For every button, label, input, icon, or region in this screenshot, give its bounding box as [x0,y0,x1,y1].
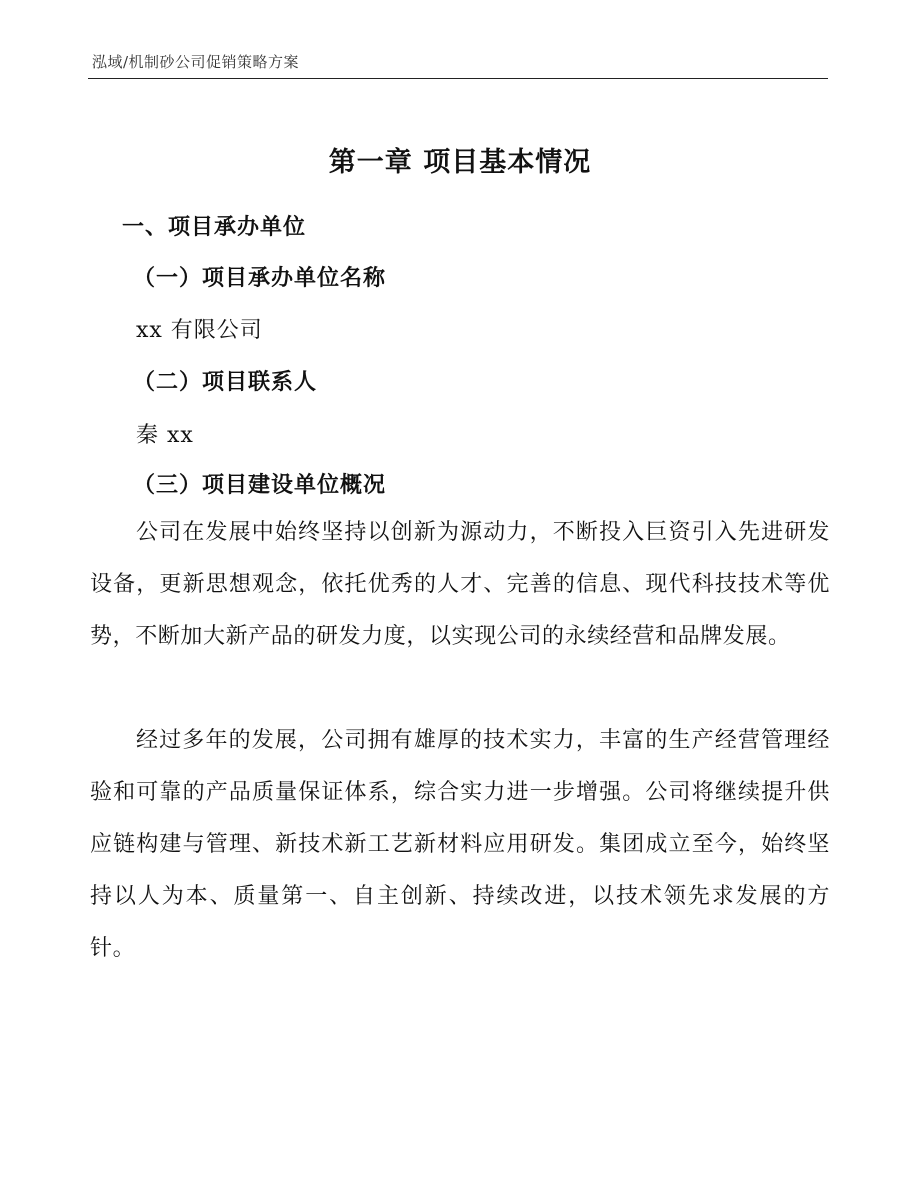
overview-paragraph-2: 经过多年的发展，公司拥有雄厚的技术实力，丰富的生产经营管理经验和可靠的产品质量保证体系，综合实力进一步增强。公司将继续提升供应链构建与管理、新技术新工艺新材料应用研发。集团成立至今，始终坚持以人为本、质量第一、自主创新、持续改进，以技术领先求发展的方针。 [90,728,830,961]
contact-value: 秦 xx [136,423,194,448]
organizer-name-value: xx 有限公司 [136,318,263,343]
subsection-heading-contact: （二）项目联系人 [133,369,318,395]
overview-paragraph-1: 公司在发展中始终坚持以创新为源动力，不断投入巨资引入先进研发设备，更新思想观念，依托优秀的人才、完善的信息、现代科技技术等优势，不断加大新产品的研发力度，以实现公司的永续经营和品牌发展。 [90,520,830,649]
chapter-title: 第一章 项目基本情况 [328,147,592,178]
subsection-heading-overview: （三）项目建设单位概况 [133,472,387,498]
subsection-heading-organizer-name: （一）项目承办单位名称 [133,265,387,291]
running-header: 泓域/机制砂公司促销策略方案 [92,53,300,71]
header-divider [88,78,828,79]
section-heading-1: 一、项目承办单位 [122,214,307,240]
